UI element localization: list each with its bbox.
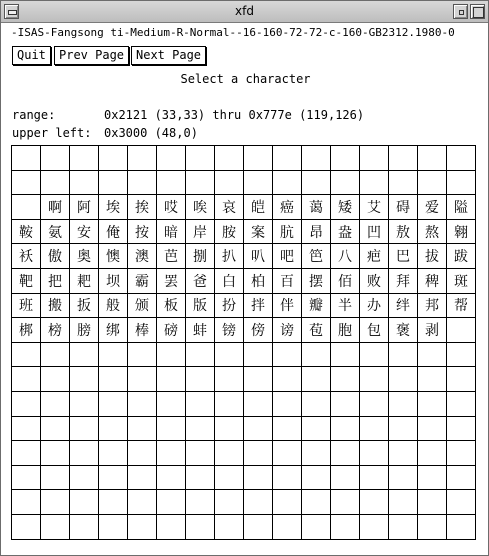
character-cell[interactable]: 哎	[157, 195, 186, 220]
character-cell[interactable]: 澳	[128, 244, 157, 269]
character-cell[interactable]	[70, 514, 99, 539]
character-cell[interactable]: 氨	[41, 219, 70, 244]
select-prompt: Select a character	[180, 72, 311, 86]
character-cell[interactable]	[157, 490, 186, 515]
character-cell[interactable]	[215, 342, 244, 367]
character-cell[interactable]	[244, 441, 273, 466]
character-cell[interactable]	[418, 416, 447, 441]
font-name: -ISAS-Fangsong ti-Medium-R-Normal--16-160-72-72-c-160-GB2312.1980-0	[11, 26, 455, 39]
grid-row	[12, 170, 476, 195]
character-cell[interactable]: 疤	[360, 244, 389, 269]
character-cell[interactable]: 把	[41, 268, 70, 293]
character-cell[interactable]	[12, 514, 41, 539]
character-cell[interactable]	[360, 514, 389, 539]
character-cell[interactable]	[12, 441, 41, 466]
character-cell[interactable]	[447, 146, 476, 171]
character-cell[interactable]	[70, 367, 99, 392]
character-cell[interactable]: 阿	[70, 195, 99, 220]
character-cell[interactable]: 埃	[99, 195, 128, 220]
character-cell[interactable]	[389, 465, 418, 490]
character-cell[interactable]: 胞	[331, 318, 360, 343]
character-cell[interactable]: 癌	[273, 195, 302, 220]
character-cell[interactable]: 镑	[215, 318, 244, 343]
character-cell[interactable]	[244, 170, 273, 195]
character-cell[interactable]: 爸	[186, 268, 215, 293]
grid-row	[12, 318, 476, 343]
character-cell[interactable]: 摆	[302, 268, 331, 293]
character-cell[interactable]: 靶	[12, 268, 41, 293]
character-cell[interactable]: 爱	[418, 195, 447, 220]
character-cell[interactable]	[244, 416, 273, 441]
character-cell[interactable]	[157, 441, 186, 466]
character-cell[interactable]: 翱	[447, 219, 476, 244]
character-grid	[11, 145, 476, 540]
character-cell[interactable]	[418, 170, 447, 195]
character-cell[interactable]: 敖	[389, 219, 418, 244]
character-cell[interactable]: 岸	[186, 219, 215, 244]
character-cell[interactable]: 吧	[273, 244, 302, 269]
character-cell[interactable]	[128, 490, 157, 515]
character-cell[interactable]	[157, 367, 186, 392]
character-cell[interactable]: 绊	[389, 293, 418, 318]
character-cell[interactable]	[244, 490, 273, 515]
character-cell[interactable]: 褒	[389, 318, 418, 343]
character-cell[interactable]: 瓣	[302, 293, 331, 318]
character-cell[interactable]	[447, 441, 476, 466]
character-cell[interactable]	[273, 416, 302, 441]
character-cell[interactable]	[273, 441, 302, 466]
character-cell[interactable]	[41, 514, 70, 539]
character-cell[interactable]: 棒	[128, 318, 157, 343]
title-bar[interactable]	[1, 1, 488, 23]
character-cell[interactable]	[418, 514, 447, 539]
character-cell[interactable]: 暗	[157, 219, 186, 244]
character-cell[interactable]: 奥	[70, 244, 99, 269]
character-cell[interactable]: 邦	[418, 293, 447, 318]
character-cell[interactable]	[99, 367, 128, 392]
range-label: range:	[12, 108, 56, 122]
character-cell[interactable]: 扒	[215, 244, 244, 269]
character-cell[interactable]	[128, 367, 157, 392]
character-cell[interactable]: 柏	[244, 268, 273, 293]
grid-row	[12, 367, 476, 392]
character-cell[interactable]	[12, 146, 41, 171]
character-cell[interactable]: 昂	[302, 219, 331, 244]
grid-row	[12, 490, 476, 515]
character-cell[interactable]	[331, 170, 360, 195]
character-cell[interactable]	[157, 342, 186, 367]
character-cell[interactable]: 拌	[244, 293, 273, 318]
character-cell[interactable]	[331, 441, 360, 466]
character-cell[interactable]	[331, 342, 360, 367]
character-cell[interactable]: 版	[186, 293, 215, 318]
character-cell[interactable]	[157, 465, 186, 490]
character-cell[interactable]	[157, 514, 186, 539]
character-cell[interactable]	[215, 490, 244, 515]
character-cell[interactable]: 碍	[389, 195, 418, 220]
character-cell[interactable]	[302, 146, 331, 171]
character-cell[interactable]: 凹	[360, 219, 389, 244]
character-cell[interactable]: 耙	[70, 268, 99, 293]
character-cell[interactable]	[447, 170, 476, 195]
upper-left-info	[12, 126, 198, 140]
character-cell[interactable]	[215, 170, 244, 195]
grid-row	[12, 244, 476, 269]
maximize-button[interactable]	[470, 4, 485, 19]
character-cell[interactable]	[186, 342, 215, 367]
character-cell[interactable]: 榜	[41, 318, 70, 343]
character-cell[interactable]: 百	[273, 268, 302, 293]
grid-row	[12, 268, 476, 293]
character-cell[interactable]	[41, 342, 70, 367]
character-cell[interactable]: 芭	[157, 244, 186, 269]
character-cell[interactable]	[41, 391, 70, 416]
character-cell[interactable]	[302, 441, 331, 466]
character-cell[interactable]	[157, 391, 186, 416]
character-cell[interactable]	[215, 367, 244, 392]
character-cell[interactable]	[360, 367, 389, 392]
character-cell[interactable]	[360, 441, 389, 466]
character-cell[interactable]	[186, 514, 215, 539]
character-cell[interactable]	[418, 441, 447, 466]
character-cell[interactable]: 熬	[418, 219, 447, 244]
character-cell[interactable]	[447, 465, 476, 490]
character-cell[interactable]: 罢	[157, 268, 186, 293]
upper-left-value: 0x3000 (48,0)	[104, 126, 198, 140]
character-cell[interactable]	[186, 391, 215, 416]
character-cell[interactable]	[70, 146, 99, 171]
character-cell[interactable]: 安	[70, 219, 99, 244]
character-cell[interactable]	[360, 465, 389, 490]
character-cell[interactable]	[70, 441, 99, 466]
character-cell[interactable]: 矮	[331, 195, 360, 220]
character-cell[interactable]	[447, 318, 476, 343]
grid-row	[12, 219, 476, 244]
character-cell[interactable]	[447, 391, 476, 416]
character-cell[interactable]: 苞	[302, 318, 331, 343]
character-cell[interactable]	[128, 416, 157, 441]
character-cell[interactable]	[186, 441, 215, 466]
character-cell[interactable]	[331, 465, 360, 490]
character-cell[interactable]: 稗	[418, 268, 447, 293]
next-page-button[interactable]: Next Page	[131, 46, 206, 65]
character-cell[interactable]	[186, 146, 215, 171]
character-cell[interactable]: 梆	[12, 318, 41, 343]
character-cell[interactable]	[273, 146, 302, 171]
character-cell[interactable]	[302, 170, 331, 195]
character-cell[interactable]	[215, 416, 244, 441]
character-cell[interactable]	[12, 367, 41, 392]
character-cell[interactable]	[418, 391, 447, 416]
character-cell[interactable]: 坝	[99, 268, 128, 293]
character-cell[interactable]: 盎	[331, 219, 360, 244]
character-cell[interactable]: 艾	[360, 195, 389, 220]
grid-row	[12, 146, 476, 171]
character-cell[interactable]: 搬	[41, 293, 70, 318]
character-cell[interactable]	[331, 490, 360, 515]
character-cell[interactable]	[12, 342, 41, 367]
character-cell[interactable]	[360, 416, 389, 441]
character-cell[interactable]	[99, 416, 128, 441]
character-cell[interactable]: 板	[157, 293, 186, 318]
character-cell[interactable]: 班	[12, 293, 41, 318]
character-cell[interactable]	[447, 342, 476, 367]
character-cell[interactable]	[12, 195, 41, 220]
character-cell[interactable]: 剥	[418, 318, 447, 343]
grid-row	[12, 416, 476, 441]
character-cell[interactable]	[215, 441, 244, 466]
character-cell[interactable]	[99, 146, 128, 171]
character-cell[interactable]	[41, 146, 70, 171]
character-cell[interactable]: 斑	[447, 268, 476, 293]
character-cell[interactable]	[273, 490, 302, 515]
character-cell[interactable]	[331, 514, 360, 539]
character-cell[interactable]: 帮	[447, 293, 476, 318]
character-cell[interactable]	[302, 367, 331, 392]
character-cell[interactable]	[99, 514, 128, 539]
character-cell[interactable]: 包	[360, 318, 389, 343]
character-cell[interactable]	[389, 170, 418, 195]
character-cell[interactable]: 唉	[186, 195, 215, 220]
character-cell[interactable]: 磅	[157, 318, 186, 343]
character-cell[interactable]	[215, 146, 244, 171]
character-cell[interactable]	[157, 170, 186, 195]
grid-row	[12, 391, 476, 416]
character-cell[interactable]	[128, 391, 157, 416]
character-cell[interactable]: 拜	[389, 268, 418, 293]
character-cell[interactable]	[389, 416, 418, 441]
character-cell[interactable]	[389, 146, 418, 171]
character-cell[interactable]	[273, 170, 302, 195]
character-cell[interactable]	[273, 514, 302, 539]
character-cell[interactable]: 傲	[41, 244, 70, 269]
character-cell[interactable]: 叭	[244, 244, 273, 269]
window-title: xfd	[235, 4, 254, 18]
grid-row	[12, 342, 476, 367]
character-cell[interactable]	[360, 146, 389, 171]
character-cell[interactable]: 拔	[418, 244, 447, 269]
character-cell[interactable]	[99, 391, 128, 416]
grid-row	[12, 465, 476, 490]
character-cell[interactable]	[389, 391, 418, 416]
character-cell[interactable]	[186, 465, 215, 490]
minimize-button[interactable]	[453, 4, 468, 19]
character-cell[interactable]	[418, 342, 447, 367]
upper-left-label: upper left:	[12, 126, 92, 140]
character-cell[interactable]: 胺	[215, 219, 244, 244]
character-cell[interactable]: 膀	[70, 318, 99, 343]
character-cell[interactable]	[215, 391, 244, 416]
character-cell[interactable]	[70, 465, 99, 490]
character-cell[interactable]: 跋	[447, 244, 476, 269]
character-cell[interactable]: 隘	[447, 195, 476, 220]
character-cell[interactable]	[302, 416, 331, 441]
character-cell[interactable]	[186, 367, 215, 392]
character-cell[interactable]: 巴	[389, 244, 418, 269]
character-cell[interactable]: 蔼	[302, 195, 331, 220]
grid-row	[12, 514, 476, 539]
grid-row	[12, 195, 476, 220]
character-cell[interactable]	[41, 441, 70, 466]
character-cell[interactable]	[41, 170, 70, 195]
character-cell[interactable]	[70, 342, 99, 367]
character-cell[interactable]	[70, 391, 99, 416]
character-cell[interactable]	[360, 342, 389, 367]
character-cell[interactable]	[70, 170, 99, 195]
character-cell[interactable]: 八	[331, 244, 360, 269]
character-cell[interactable]	[128, 465, 157, 490]
character-cell[interactable]: 佰	[331, 268, 360, 293]
character-cell[interactable]: 白	[215, 268, 244, 293]
character-cell[interactable]	[331, 146, 360, 171]
character-cell[interactable]	[418, 367, 447, 392]
character-cell[interactable]: 俺	[99, 219, 128, 244]
character-cell[interactable]: 哀	[215, 195, 244, 220]
character-cell[interactable]	[41, 465, 70, 490]
character-cell[interactable]	[244, 465, 273, 490]
character-cell[interactable]: 扮	[215, 293, 244, 318]
character-cell[interactable]	[273, 367, 302, 392]
character-cell[interactable]	[157, 416, 186, 441]
prev-page-button[interactable]: Prev Page	[54, 46, 129, 65]
character-cell[interactable]	[12, 416, 41, 441]
character-cell[interactable]: 办	[360, 293, 389, 318]
character-cell[interactable]	[273, 465, 302, 490]
character-cell[interactable]	[215, 465, 244, 490]
character-cell[interactable]	[302, 391, 331, 416]
character-cell[interactable]: 霸	[128, 268, 157, 293]
character-cell[interactable]	[99, 342, 128, 367]
character-cell[interactable]: 伴	[273, 293, 302, 318]
character-cell[interactable]	[244, 391, 273, 416]
character-cell[interactable]	[244, 342, 273, 367]
character-cell[interactable]	[447, 490, 476, 515]
character-cell[interactable]	[418, 490, 447, 515]
character-cell[interactable]	[331, 416, 360, 441]
character-cell[interactable]	[244, 146, 273, 171]
character-cell[interactable]: 袄	[12, 244, 41, 269]
character-cell[interactable]	[244, 367, 273, 392]
grid-row	[12, 441, 476, 466]
character-cell[interactable]	[302, 490, 331, 515]
character-cell[interactable]	[12, 391, 41, 416]
character-cell[interactable]	[41, 490, 70, 515]
character-cell[interactable]: 般	[99, 293, 128, 318]
character-cell[interactable]	[41, 416, 70, 441]
grid-row	[12, 293, 476, 318]
character-cell[interactable]	[331, 367, 360, 392]
character-cell[interactable]	[128, 146, 157, 171]
character-cell[interactable]	[389, 514, 418, 539]
character-cell[interactable]	[128, 441, 157, 466]
character-cell[interactable]	[186, 170, 215, 195]
character-cell[interactable]: 蚌	[186, 318, 215, 343]
character-cell[interactable]	[302, 342, 331, 367]
character-cell[interactable]	[128, 170, 157, 195]
character-cell[interactable]	[99, 441, 128, 466]
range-value: 0x2121 (33,33) thru 0x777e (119,126)	[104, 108, 365, 122]
range-info	[12, 108, 364, 122]
character-cell[interactable]	[447, 367, 476, 392]
character-cell[interactable]: 案	[244, 219, 273, 244]
character-cell[interactable]	[70, 490, 99, 515]
character-cell[interactable]	[215, 514, 244, 539]
character-cell[interactable]: 啊	[41, 195, 70, 220]
character-cell[interactable]	[331, 391, 360, 416]
character-cell[interactable]: 挨	[128, 195, 157, 220]
character-cell[interactable]	[128, 514, 157, 539]
character-cell[interactable]: 谤	[273, 318, 302, 343]
character-cell[interactable]	[12, 465, 41, 490]
character-cell[interactable]	[360, 391, 389, 416]
character-cell[interactable]	[360, 490, 389, 515]
character-cell[interactable]: 笆	[302, 244, 331, 269]
character-cell[interactable]	[447, 514, 476, 539]
character-cell[interactable]	[157, 146, 186, 171]
character-cell[interactable]: 按	[128, 219, 157, 244]
character-cell[interactable]	[302, 465, 331, 490]
character-cell[interactable]	[99, 170, 128, 195]
character-cell[interactable]	[12, 170, 41, 195]
character-cell[interactable]: 皑	[244, 195, 273, 220]
character-cell[interactable]: 扳	[70, 293, 99, 318]
character-cell[interactable]: 半	[331, 293, 360, 318]
character-cell[interactable]	[389, 342, 418, 367]
character-cell[interactable]	[12, 490, 41, 515]
character-cell[interactable]	[186, 416, 215, 441]
character-cell[interactable]	[389, 367, 418, 392]
quit-button[interactable]: Quit	[12, 46, 51, 65]
character-cell[interactable]	[41, 367, 70, 392]
character-cell[interactable]	[70, 416, 99, 441]
character-cell[interactable]	[360, 170, 389, 195]
character-cell[interactable]	[128, 342, 157, 367]
character-cell[interactable]: 颁	[128, 293, 157, 318]
character-cell[interactable]	[99, 465, 128, 490]
character-cell[interactable]	[418, 146, 447, 171]
character-cell[interactable]	[273, 391, 302, 416]
character-cell[interactable]	[418, 465, 447, 490]
character-cell[interactable]	[244, 514, 273, 539]
character-cell[interactable]	[447, 416, 476, 441]
character-cell[interactable]: 鞍	[12, 219, 41, 244]
character-cell[interactable]	[186, 490, 215, 515]
character-cell[interactable]: 捌	[186, 244, 215, 269]
character-cell[interactable]: 败	[360, 268, 389, 293]
character-cell[interactable]: 懊	[99, 244, 128, 269]
character-cell[interactable]	[273, 342, 302, 367]
character-cell[interactable]: 肮	[273, 219, 302, 244]
character-cell[interactable]	[389, 441, 418, 466]
character-cell[interactable]: 傍	[244, 318, 273, 343]
character-cell[interactable]: 绑	[99, 318, 128, 343]
character-cell[interactable]	[99, 490, 128, 515]
character-cell[interactable]	[302, 514, 331, 539]
character-cell[interactable]	[389, 490, 418, 515]
